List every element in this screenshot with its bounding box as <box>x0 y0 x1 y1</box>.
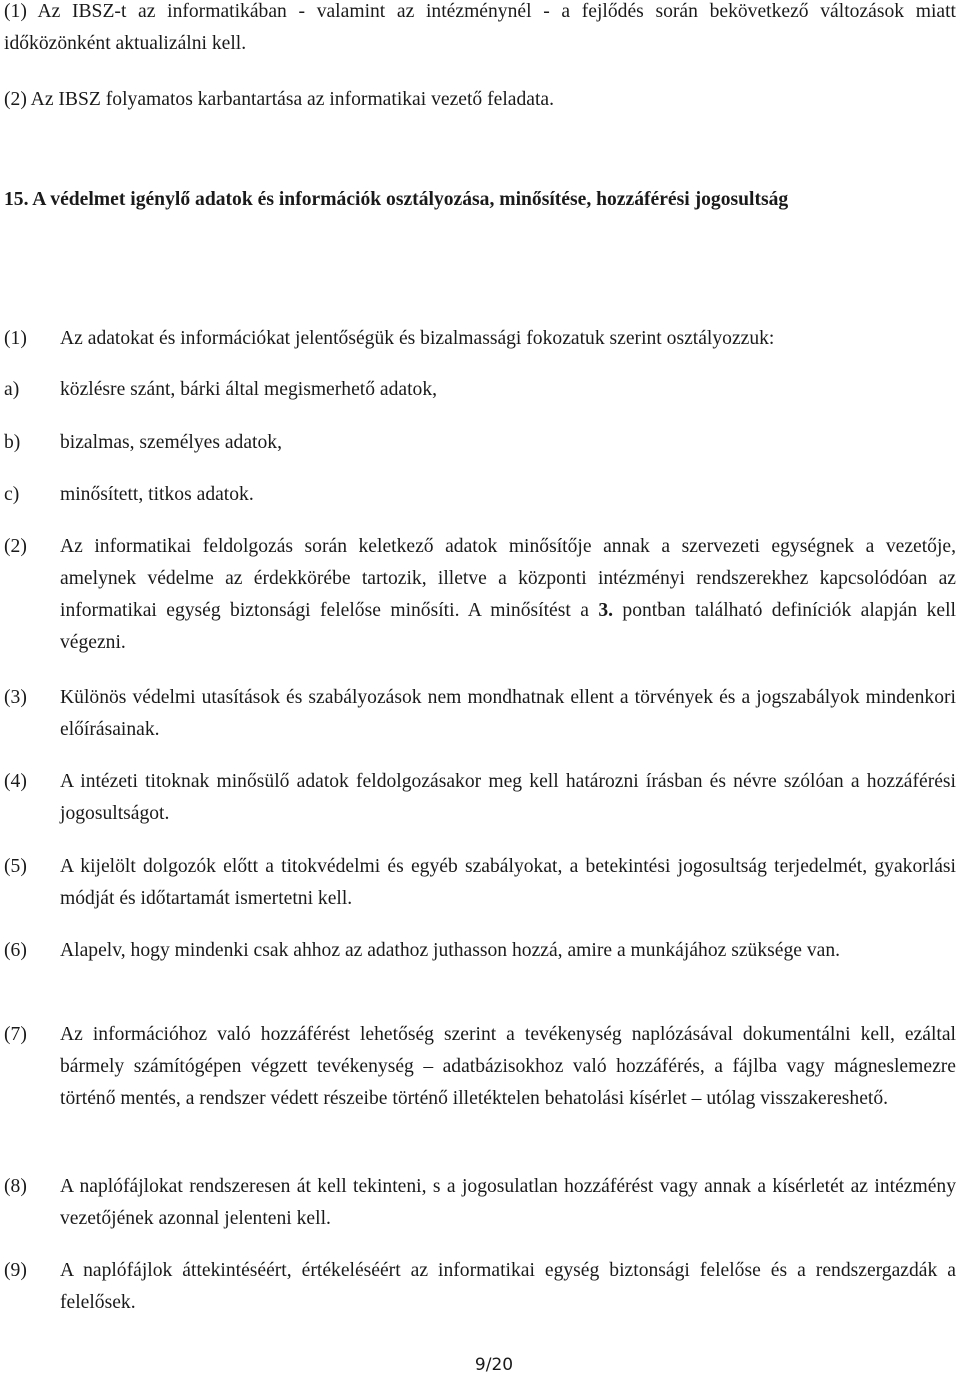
item-text: közlésre szánt, bárki által megismerhető adatok, <box>60 379 438 400</box>
item-text-part: pontban található definíciók alapján kell végezni. <box>60 600 956 653</box>
item-text: minősített, titkos adatok. <box>60 484 254 505</box>
item-letter: b) <box>4 432 21 453</box>
item-text: Az adatokat és információkat jelentőségük és bizalmassági fokozatuk szerint osztályozzuk: <box>60 328 775 349</box>
item-text: Alapelv, hogy mindenki csak ahhoz az adathoz juthasson hozzá, amire a munkájához szüksége van. <box>60 940 841 961</box>
item-text: bizalmas, személyes adatok, <box>60 432 282 453</box>
section-title: 15. A védelmet igénylő adatok és információk osztályozása, minősítése, hozzáférési jogosultság <box>4 189 789 210</box>
item-number: (6) <box>4 940 27 961</box>
item-number: (1) <box>4 328 27 349</box>
intro-paragraph-1: (1) Az IBSZ-t az informatikában - valamint az intézménynél - a fejlődés során bekövetkező változások miatt időközönként aktualizálni kell. <box>4 1 956 54</box>
item-letter: a) <box>4 379 20 400</box>
page-number: 9/20 <box>474 1355 514 1375</box>
item-text: Az információhoz való hozzáférést lehetőség szerint a tevékenység naplózásával dokumentálni kell, ezáltal bármely számítógépen végzett tevékenység – adatbázisokhoz való hozzáférés, a fájlba vagy mágneslemezre történő mentés, a rendszer védett részeibe történő illetéktelen behatolási kísérlet – utólag visszakereshető. <box>60 1024 956 1109</box>
item-number: (4) <box>4 771 27 792</box>
item-number: (9) <box>4 1260 27 1281</box>
item-text-part: Az informatikai feldolgozás során keletkező adatok minősítője annak a szervezeti egységnek a vezetője, amelynek védelme az érdekkörébe tartozik, illetve a központi intézményi rendszerekhez kapcsolódóan az informatikai egység biztonsági felelőse minősíti. A minősítést a <box>60 536 956 621</box>
item-number: (8) <box>4 1176 27 1197</box>
intro-paragraph-2: (2) Az IBSZ folyamatos karbantartása az informatikai vezető feladata. <box>4 89 555 110</box>
item-number: (7) <box>4 1024 27 1045</box>
item-text: A kijelölt dolgozók előtt a titokvédelmi és egyéb szabályokat, a betekintési jogosultság terjedelmét, gyakorlási módját és időtartamát ismertetni kell. <box>60 856 956 909</box>
item-text: A naplófájlok áttekintéséért, értékeléséért az informatikai egység biztonsági felelőse és a rendszergazdák a felelősek. <box>60 1260 956 1313</box>
item-number: (5) <box>4 856 27 877</box>
item-number: (2) <box>4 536 27 557</box>
item-number: (3) <box>4 687 27 708</box>
section-reference: 3. <box>598 600 614 621</box>
item-text: Különös védelmi utasítások és szabályozások nem mondhatnak ellent a törvények és a jogszabályok mindenkori előírásainak. <box>60 687 956 740</box>
item-text <box>60 531 956 659</box>
item-text: A intézeti titoknak minősülő adatok feldolgozásakor meg kell határozni írásban és névre szólóan a hozzáférési jogosultságot. <box>60 771 956 824</box>
item-text: A naplófájlokat rendszeresen át kell tekinteni, s a jogosulatlan hozzáférést vagy annak a kísérletét az intézmény vezetőjének azonnal jelenteni kell. <box>60 1176 956 1229</box>
item-letter: c) <box>4 484 20 505</box>
